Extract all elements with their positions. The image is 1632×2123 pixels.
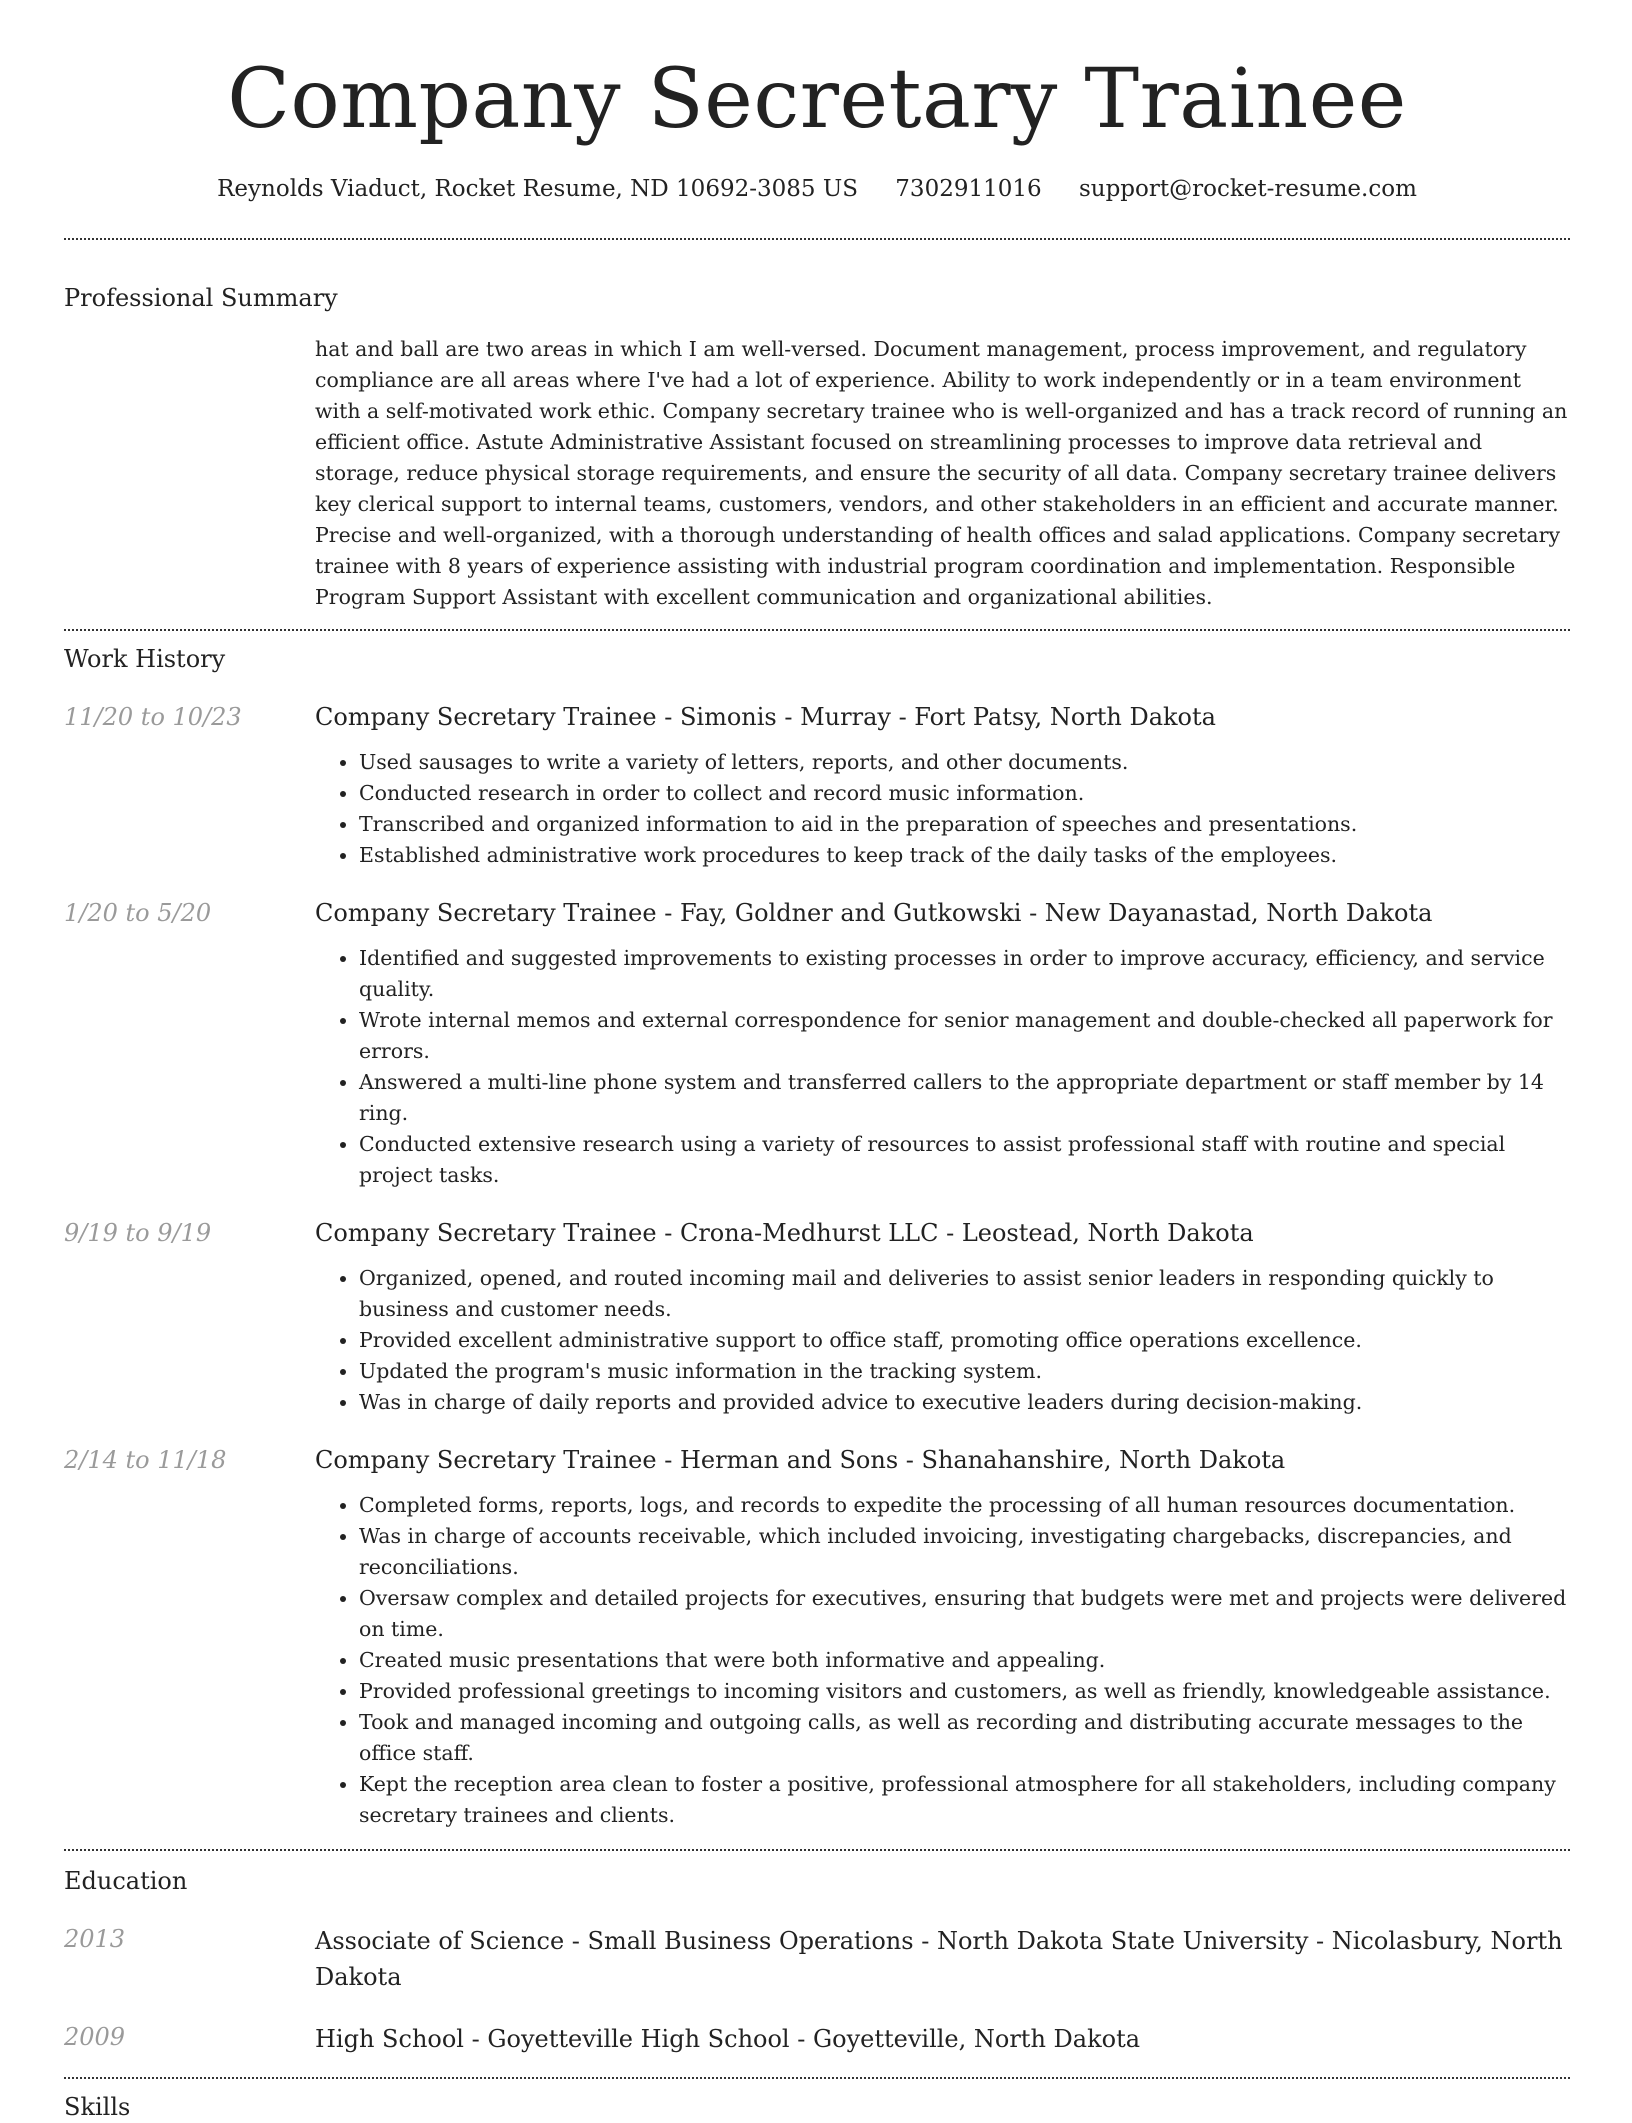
job-bullet-list xyxy=(315,943,1570,1191)
job-bullet: • Provided excellent administrative support to office staff, promoting office operations excellence. xyxy=(359,1325,1570,1356)
job-bullet: • Wrote internal memos and external correspondence for senior management and double-checked all paperwork for errors. xyxy=(359,1005,1570,1067)
job-bullet: • Completed forms, reports, logs, and records to expedite the processing of all human resources documentation. xyxy=(359,1490,1570,1521)
job-list xyxy=(64,701,1570,1831)
contact-phone: 7302911016 xyxy=(895,176,1042,202)
job-bullet: • Used sausages to write a variety of letters, reports, and other documents. xyxy=(359,747,1570,778)
job-date: 9/19 to 9/19 xyxy=(64,1219,212,1247)
job-date: 2/14 to 11/18 xyxy=(64,1446,227,1474)
contact-address: Reynolds Viaduct, Rocket Resume, ND 10692-3085 US xyxy=(217,176,858,202)
job-bullet: • Conducted research in order to collect and record music information. xyxy=(359,778,1570,809)
resume-page xyxy=(64,0,1570,2123)
education-list xyxy=(64,1923,1570,2057)
job-entry xyxy=(64,701,1570,871)
job-bullet: • Kept the reception area clean to foster a positive, professional atmosphere for all stakeholders, including company secretary trainees and clients. xyxy=(359,1769,1570,1831)
education-body xyxy=(315,2021,1570,2057)
job-bullet: • Took and managed incoming and outgoing calls, as well as recording and distributing accurate messages to the office staff. xyxy=(359,1707,1570,1769)
section-title-summary: Professional Summary xyxy=(64,284,338,312)
education-entry xyxy=(64,1923,1570,1995)
job-date: 11/20 to 10/23 xyxy=(64,703,242,731)
section-divider xyxy=(64,2077,1570,2079)
job-title: Company Secretary Trainee - Herman and Sons - Shanahanshire, North Dakota xyxy=(315,1446,1286,1474)
summary-text: hat and ball are two areas in which I am well-versed. Document management, process improvement, and regulatory compliance are all areas where I've had a lot of experience. Ability to work independently or in a team environment with a self-motivated work ethic. Company secretary trainee who is well-organized and has a track record of running an efficient office. Astute Administrative Assistant focused on streamlining processes to improve data retrieval and storage, reduce physical storage requirements, and ensure the security of all data. Company secretary trainee delivers key clerical support to internal teams, customers, vendors, and other stakeholders in an efficient and accurate manner. Precise and well-organized, with a thorough understanding of health offices and salad applications. Company secretary trainee with 8 years of experience assisting with industrial program coordination and implementation. Responsible Program Support Assistant with excellent communication and organizational abilities. xyxy=(315,337,1568,609)
job-bullet-list xyxy=(315,747,1570,871)
job-bullet: • Transcribed and organized information to aid in the preparation of speeches and presentations. xyxy=(359,809,1570,840)
job-bullet: • Updated the program's music information in the tracking system. xyxy=(359,1356,1570,1387)
job-entry xyxy=(64,897,1570,1191)
contact-email: support@rocket-resume.com xyxy=(1078,176,1417,202)
job-bullet-list xyxy=(315,1263,1570,1418)
job-body xyxy=(315,701,1570,871)
education-body xyxy=(315,1923,1570,1995)
job-bullet: • Was in charge of accounts receivable, which included invoicing, investigating chargebacks, discrepancies, and reconciliations. xyxy=(359,1521,1570,1583)
job-bullet: • Answered a multi-line phone system and transferred callers to the appropriate department or staff member by 14 ring. xyxy=(359,1067,1570,1129)
job-date: 1/20 to 5/20 xyxy=(64,899,212,927)
skills-section xyxy=(64,2091,1570,2123)
job-entry xyxy=(64,1444,1570,1831)
education-section xyxy=(64,1865,1570,2077)
section-title-education: Education xyxy=(64,1867,188,1895)
job-bullet: • Identified and suggested improvements to existing processes in order to improve accuracy, efficiency, and service quality. xyxy=(359,943,1570,1005)
section-divider xyxy=(64,1849,1570,1851)
section-divider xyxy=(64,629,1570,631)
section-title-work: Work History xyxy=(64,645,226,673)
job-title: Company Secretary Trainee - Crona-Medhurst LLC - Leostead, North Dakota xyxy=(315,1219,1254,1247)
education-date: 2009 xyxy=(64,2023,126,2051)
job-bullet: • Organized, opened, and routed incoming mail and deliveries to assist senior leaders in responding quickly to business and customer needs. xyxy=(359,1263,1570,1325)
job-bullet: • Oversaw complex and detailed projects for executives, ensuring that budgets were met and projects were delivered on time. xyxy=(359,1583,1570,1645)
job-bullet: • Established administrative work procedures to keep track of the daily tasks of the employees. xyxy=(359,840,1570,871)
education-entry xyxy=(64,2021,1570,2057)
education-title: High School - Goyetteville High School - Goyetteville, North Dakota xyxy=(315,2025,1141,2053)
education-date: 2013 xyxy=(64,1925,126,1953)
job-title: Company Secretary Trainee - Simonis - Murray - Fort Patsy, North Dakota xyxy=(315,703,1216,731)
job-bullet: • Was in charge of daily reports and provided advice to executive leaders during decision-making. xyxy=(359,1387,1570,1418)
contact-line xyxy=(64,170,1570,208)
section-title-skills: Skills xyxy=(64,2093,131,2121)
job-title: Company Secretary Trainee - Fay, Goldner and Gutkowski - New Dayanastad, North Dakota xyxy=(315,899,1433,927)
job-bullet: • Created music presentations that were both informative and appealing. xyxy=(359,1645,1570,1676)
job-body xyxy=(315,1217,1570,1418)
job-bullet: • Conducted extensive research using a variety of resources to assist professional staff with routine and special project tasks. xyxy=(359,1129,1570,1191)
job-body xyxy=(315,1444,1570,1831)
job-bullet: • Provided professional greetings to incoming visitors and customers, as well as friendly, knowledgeable assistance. xyxy=(359,1676,1570,1707)
job-bullet-list xyxy=(315,1490,1570,1831)
section-divider xyxy=(64,238,1570,240)
education-title: Associate of Science - Small Business Operations - North Dakota State University - Nicolasbury, North Dakota xyxy=(315,1927,1563,1991)
job-body xyxy=(315,897,1570,1191)
work-history-section xyxy=(64,643,1570,1849)
professional-summary-section xyxy=(64,282,1570,629)
resume-name: Company Secretary Trainee xyxy=(227,52,1407,147)
job-entry xyxy=(64,1217,1570,1418)
